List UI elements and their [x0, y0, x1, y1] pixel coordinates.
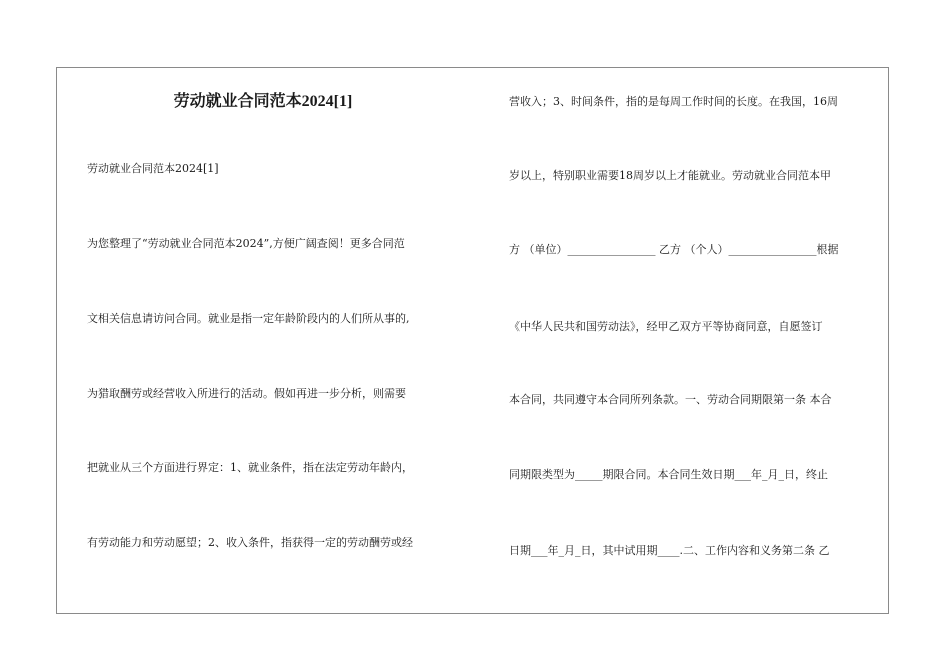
right-column-line: 岁以上，特别职业需要18周岁以上才能就业。劳动就业合同范本甲 — [509, 169, 831, 182]
right-column-line: 本合同，共同遵守本合同所列条款。一、劳动合同期限第一条 本合 — [509, 393, 832, 406]
left-column-line: 把就业从三个方面进行界定：1、就业条件，指在法定劳动年龄内， — [87, 461, 413, 474]
right-column-line: 日期___年_月_日，其中试用期____.二、工作内容和义务第二条 乙 — [509, 544, 830, 557]
left-column-line: 有劳动能力和劳动愿望；2、收入条件，指获得一定的劳动酬劳或经 — [87, 536, 413, 549]
left-column-line: 劳动就业合同范本2024[1] — [87, 162, 219, 175]
left-column-line: 文相关信息请访问合同。就业是指一定年龄阶段内的人们所从事的, — [87, 312, 410, 325]
right-column-line: 《中华人民共和国劳动法》，经甲乙双方平等协商同意，自愿签订 — [509, 320, 823, 333]
left-column-line: 为您整理了“劳动就业合同范本2024”,方便广阔查阅！更多合同范 — [87, 237, 405, 250]
right-column-line: 营收入；3、时间条件，指的是每周工作时间的长度。在我国，16周 — [509, 95, 838, 108]
document-page — [56, 67, 889, 614]
document-title: 劳动就业合同范本2024[1] — [173, 93, 353, 110]
left-column-line: 为猎取酬劳或经营收入所进行的活动。假如再进一步分析，则需要 — [87, 387, 406, 400]
right-column-line: 同期限类型为_____期限合同。本合同生效日期___年_月_日，终止 — [509, 468, 828, 481]
right-column-line: 方 （单位）________________ 乙方 （个人）________________根据 — [509, 243, 839, 256]
